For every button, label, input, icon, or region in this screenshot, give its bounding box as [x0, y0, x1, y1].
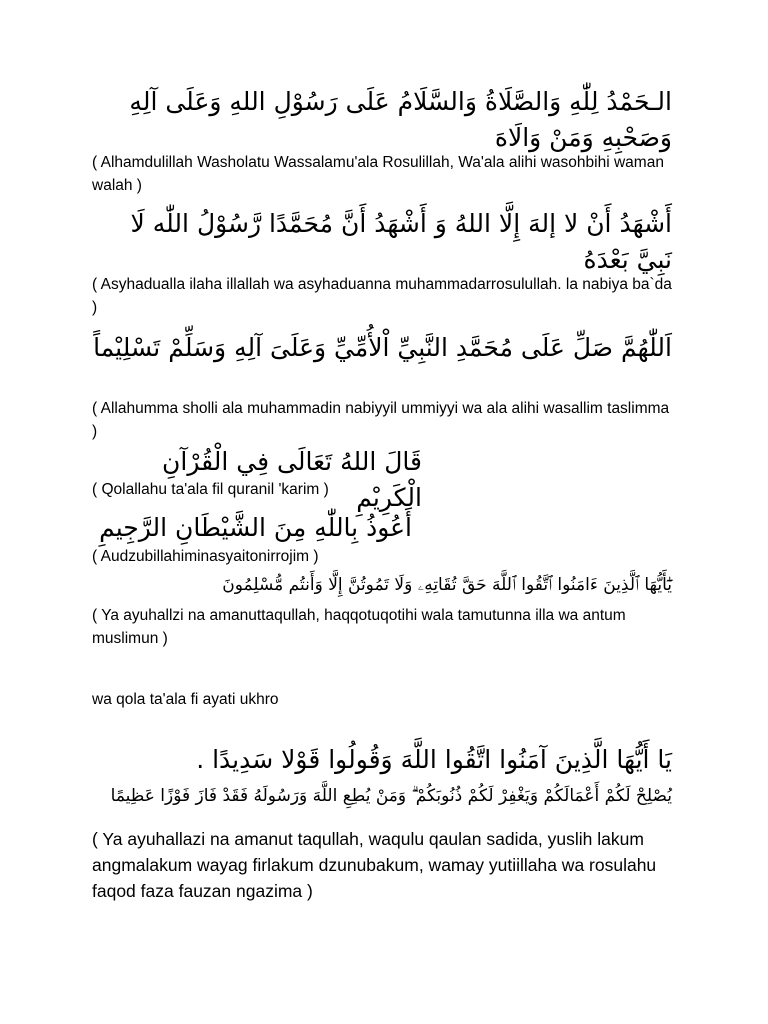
latin-shahada: ( Asyhadualla ilaha illallah wa asyhaduanna muhammadarrosulullah. la nabiya ba`da ): [92, 276, 672, 316]
latin-taawudz: ( Audzubillahiminasyaitonirrojim ): [92, 548, 319, 565]
separator-line: wa qola ta'ala fi ayati ukhro: [92, 691, 279, 708]
arabic-al-ahzab-70: يَا أَيُّهَا الَّذِينَ آمَنُوا اتَّقُوا اللَّهَ وَقُولُوا قَوْلا سَدِيدًا .: [196, 745, 672, 774]
arabic-taawudz: أَعُوذُ بِاللّٰهِ مِنَ الشَّيْطَانِ الرَّجِيمِ: [99, 513, 412, 542]
arabic-qalallah: قَالَ اللهُ تَعَالَى فِي الْقُرْآنِ الْكَرِيْمِ: [162, 447, 422, 512]
latin-qalallah: ( Qolallahu ta'ala fil quranil 'karim ): [92, 481, 329, 498]
latin-salawat: ( Allahumma sholli ala muhammadin nabiyyil ummiyyi wa ala alihi wasallim taslimma ): [92, 400, 670, 440]
latin-opening-hamdalah: ( Alhamdulillah Washolatu Wassalamu'ala Rosulillah, Wa'ala alihi wasohbihi waman walah ): [92, 154, 664, 194]
arabic-al-ahzab-71: يُصْلِحْ لَكُمْ أَعْمَالَكُمْ وَيَغْفِرْ لَكُمْ ذُنُوبَكُمْ ۗ وَمَنْ يُطِعِ اللَّهَ وَرَسُولَهُ فَقَدْ فَازَ فَوْزًا عَظِيمًا: [110, 786, 672, 806]
arabic-shahada: أَشْهَدُ أَنْ لا إلهَ إِلَّا اللهُ وَ أَشْهَدُ أَنَّ مُحَمَّدًا رَّسُوْلُ اللّٰه لَا نَبِيَّ بَعْدَهُ: [130, 209, 672, 274]
arabic-ali-imran-102: يَٰٓأَيُّهَا ٱلَّذِينَ ءَامَنُوا ٱتَّقُوا ٱللَّهَ حَقَّ تُقَاتِهِۦ وَلَا تَمُوتُنَّ إِلَّا وَأَنتُم مُّسْلِمُونَ: [222, 575, 672, 595]
latin-al-ahzab-70-71: ( Ya ayuhallazi na amanut taqullah, waqulu qaulan sadida, yuslih lakum angmalakum wayag firlakum dzunubakum, wamay yutiillaha wa rosulahu faqod faza fauzan ngazima ): [92, 829, 657, 901]
latin-ali-imran-102: ( Ya ayuhallzi na amanuttaqullah, haqqotuqotihi wala tamutunna illa wa antum muslimun ): [92, 607, 626, 647]
arabic-salawat: اَللّٰهُمَّ صَلِّ عَلَى مُحَمَّدِ النَّبِيِّ اْلأُمِّيِّ وَعَلَىَ آلِهِ وَسَلِّمْ تَسْلِيْماً: [93, 333, 672, 362]
arabic-opening-hamdalah: الـحَمْدُ لِلّٰهِ وَالصَّلَاةُ وَالسَّلَامُ عَلَى رَسُوْلِ اللهِ وَعَلَى آلِهِ وَصَحْبِهِ وَمَنْ وَالَاهَ: [129, 87, 672, 152]
